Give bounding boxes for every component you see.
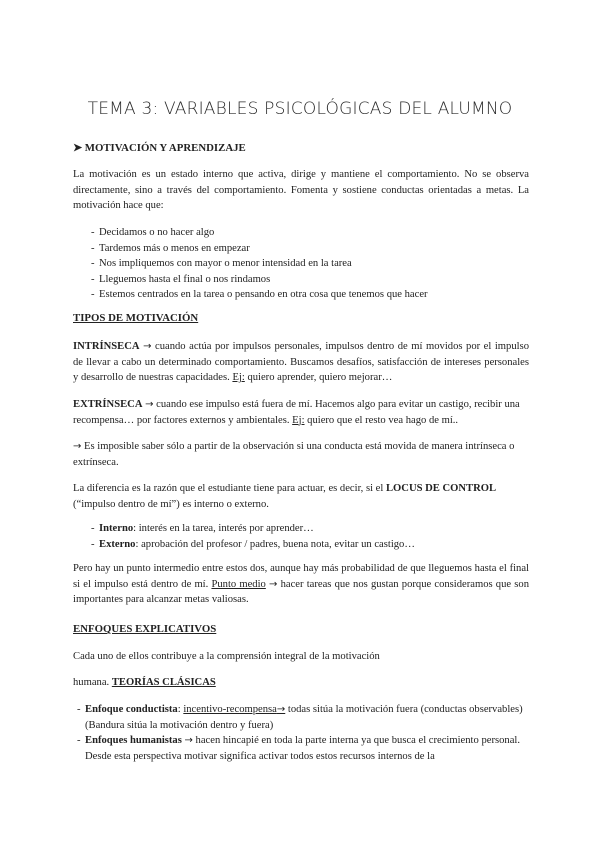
page-title: TEMA 3: VARIABLES PSICOLÓGICAS DEL ALUMNO	[87, 99, 513, 119]
right-arrow-icon: →	[269, 578, 278, 590]
humanistas-text: hacen hincapié en toda la parte interna ya que busca el crecimiento personal. Desde esta perspectiva motivar significa activar todos estos recursos internos de la	[85, 735, 520, 762]
list-item	[91, 521, 531, 537]
midpoint-text: hacer tareas que nos gustan porque consideramos que son importantes para alcanzar metas valiosas.	[73, 578, 529, 605]
extrinseca-text: cuando ese impulso está fuera de mí. Hacemos algo para evitar un castigo, recibir una recompensa… por factores externos y ambientales.	[73, 399, 520, 426]
list-item: - Lleguemos hasta el final o nos rindamos	[91, 272, 531, 288]
externo-text: : aprobación del profesor / padres, buena nota, evitar un castigo…	[135, 538, 415, 550]
teorias-list	[77, 702, 531, 764]
locus-paragraph	[73, 481, 529, 512]
list-item	[77, 702, 531, 733]
section-heading-enfoques: ENFOQUES EXPLICATIVOS	[73, 623, 217, 635]
paragraph-intrinseca	[73, 339, 529, 386]
list-item: - Nos impliquemos con mayor o menor intensidad en la tarea	[91, 256, 531, 272]
term-incentivo-recompensa	[183, 704, 285, 715]
arrow-bullet-icon: ➤	[73, 142, 83, 154]
term-externo: Externo	[99, 538, 136, 550]
term-locus-control: LOCUS DE CONTROL	[385, 483, 497, 494]
section-heading-text: MOTIVACIÓN Y APRENDIZAJE	[84, 142, 246, 154]
separator: :	[177, 704, 184, 715]
example-text: quiero que el resto vea hago de mí..	[304, 414, 459, 426]
enfoques-intro: Cada uno de ellos contribuye a la comprensión integral de la motivación	[73, 651, 380, 662]
locus-list	[91, 521, 531, 552]
right-arrow-icon: →	[184, 735, 193, 746]
term-punto-medio: Punto medio	[211, 578, 266, 590]
note-text: Es imposible saber sólo a partir de la observación si una conducta está movida de manera intrínseca o extrínseca.	[73, 441, 515, 468]
list-item	[91, 537, 531, 553]
right-arrow-icon: →	[145, 399, 154, 410]
midpoint-paragraph	[73, 561, 529, 608]
teorias-prefix: humana.	[73, 677, 112, 688]
section-heading-tipos: TIPOS DE MOTIVACIÓN	[73, 312, 199, 324]
example-text: quiero aprender, quiero mejorar…	[244, 372, 393, 383]
list-item: - Decidamos o no hacer algo	[91, 225, 531, 241]
term-enfoque-conductista: Enfoque conductista	[85, 704, 178, 715]
list-item	[77, 733, 531, 764]
paragraph-extrinseca	[73, 397, 529, 428]
motivation-effects-list	[91, 225, 531, 303]
example-label: Ej:	[292, 414, 305, 426]
teorias-line	[73, 675, 529, 691]
term-interno: Interno	[99, 523, 134, 534]
incentivo-recompensa-text: incentivo-recompensa	[183, 704, 277, 715]
locus-text: (“impulso dentro de mí”) es interno o externo.	[73, 498, 269, 510]
observation-note	[73, 439, 529, 470]
right-arrow-icon: →	[143, 341, 152, 352]
list-item: - Estemos centrados en la tarea o pensando en otra cosa que tenemos que hacer	[91, 287, 531, 303]
example-label: Ej:	[232, 372, 245, 383]
term-enfoques-humanistas: Enfoques humanistas	[85, 735, 182, 746]
locus-intro: La diferencia es la razón que el estudiante tiene para actuar, es decir, si el	[73, 483, 386, 494]
section-heading-motivacion	[73, 141, 529, 157]
list-item: - Tardemos más o menos en empezar	[91, 241, 531, 257]
term-intrinseca: INTRÍNSECA	[73, 341, 140, 352]
subheading-teorias-clasicas: TEORÍAS CLÁSICAS	[111, 677, 216, 688]
right-arrow-icon: →	[73, 441, 82, 452]
midpoint-intro: Pero hay un punto intermedio entre estos dos, aunque hay más probabilidad de que lleguemos hasta el final si el impulso está dentro de mí.	[73, 563, 529, 590]
intrinseca-text: cuando actúa por impulsos personales, impulsos dentro de mí movidos por el impulso de llevar a cabo un determinado comportamiento. Buscamos desafíos, satisfacción de intereses personales y desarrollo de nuestras capacidades.	[73, 341, 529, 383]
motivation-definition: La motivación es un estado interno que activa, dirige y mantiene el comportamiento. No se observa directamente, sino a través del comportamiento. Fomenta y sostiene conductas orientadas a metas. La motivación hace que:	[73, 169, 529, 211]
right-arrow-icon: →	[276, 704, 286, 715]
interno-text: : interés en la tarea, interés por aprender…	[133, 523, 314, 534]
term-extrinseca: EXTRÍNSECA	[73, 399, 143, 410]
conductista-text: todas sitúa la motivación fuera (conductas observables) (Bandura sitúa la motivación dentro y fuera)	[85, 704, 523, 731]
